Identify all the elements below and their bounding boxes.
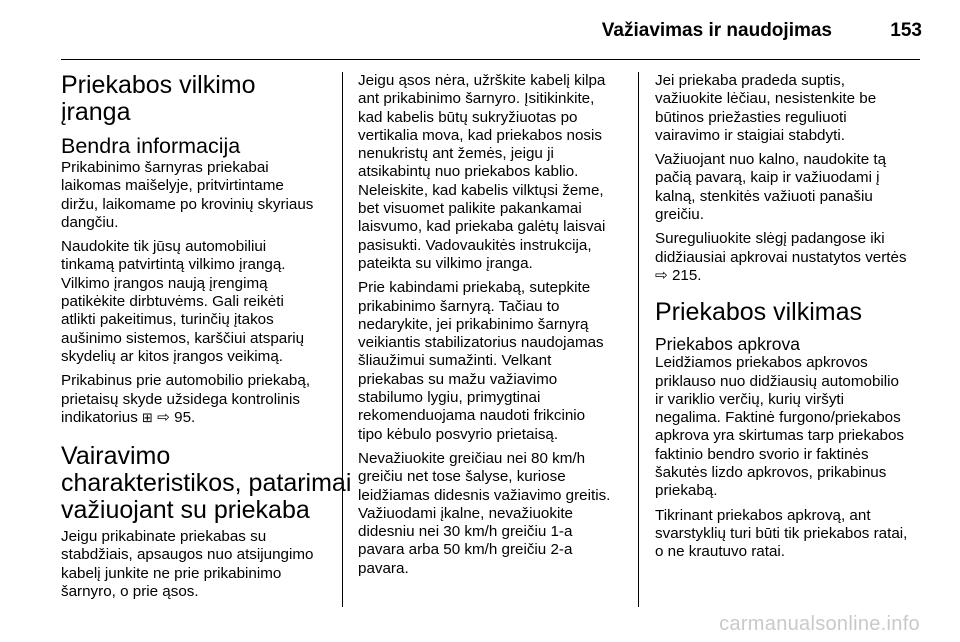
column-1 xyxy=(61,71,352,607)
paragraph: Naudokite tik jūsų automobiliui tinkamą patvirtintą vilkimo įrangą. Vilkimo įrangos naują įrengimą patikėkite dirbtuvėms. Gali reikėti atlikti pakeitimus, turinčių įtakos aušinimo sistemos, karščiui atsparių skydelių ar kitos įrangos veikimą. xyxy=(61,238,305,365)
paragraph: Tikrinant priekabos apkrovą, ant svarstyklių turi būti tik priekabos ratai, o ne krautuvo ratai. xyxy=(655,506,908,561)
paragraph: Prikabinimo šarnyras priekabai laikomas maišelyje, pritvirtintame diržu, laikomame po krovinių skyriaus dangčiu. xyxy=(61,159,314,231)
heading-trailer-towing: Priekabos vilkimas xyxy=(655,298,863,327)
paragraph: Prie kabindami priekabą, sutepkite prikabinimo šarnyrą. Tačiau to nedarykite, jei prikabinimo šarnyrą veikiantis stabilizatorius naudojamas šliaužimui sumažinti. Velkant priekabas su mažu važiavimo stabilumo lygiu, primygtinai rekomenduojama naudoti frikcinio tipo kėbulo posvyrio prietaisą. xyxy=(358,279,604,443)
paragraph: Nevažiuokite greičiau nei 80 km/h greičiu net tose šalyse, kuriose leidžiamas didesnis važiavimo greitis. Važiuodami įkalne, nevažiuokite didesniu nei 30 km/h greičiu 1-a pavara arba 50 km/h greičiu 2-a pavara. xyxy=(358,449,611,577)
paragraph: Jei priekaba pradeda suptis, važiuokite lėčiau, nesistenkite be būtinos priežasties reguliuoti vairavimo ir staigiai stabdyti. xyxy=(655,72,877,144)
paragraph: Jeigu ąsos nėra, užrškite kabelį kilpa ant prikabinimo šarnyro. Įsitikinkite, kad kabelis būtų sukryžiuotas po vertikalia mova, kad priekabos nosis nenukristų ant žemės, jeigu ji atsikabintų nuo priekabos kablio. Neleiskite, kad kabelis vilktųsi žeme, bet visuomet palikite pakankamai laisvumo, kad priekaba galėtų laisvai pasisukti. Vadovaukitės instrukcija, pateikta su vilkimo įranga. xyxy=(358,72,606,272)
paragraph: Leidžiamos priekabos apkrovos priklauso nuo didžiausių automobilio ir variklio verčių, kurių viršyti negalima. Faktinė furgono/priekabos apkrova yra skirtumas tarp priekabos faktinio bendro svorio ir faktinės šakutės lizdo apkrovos, prikabinus priekabą. xyxy=(655,354,905,500)
column-3 xyxy=(655,72,927,568)
paragraph: Jeigu prikabinate priekabas su stabdžiais, apsaugos nuo atsijungimo kabelį junkite ne prie prikabinimo šarnyro, o prie ąsos. xyxy=(61,528,314,601)
column-divider-2 xyxy=(638,72,639,607)
trailer-indicator-icon: ⊞ xyxy=(142,409,153,425)
section-title: Važiavimas ir naudojimas xyxy=(601,20,832,41)
paragraph: Prikabinus prie automobilio priekabą, prietaisų skyde užsidega kontrolinis indikatorius ⊞ ⇨ 95. xyxy=(61,372,311,426)
page-number: 153 xyxy=(890,20,922,41)
heading-general-info: Bendra informacija xyxy=(61,134,241,158)
paragraph: Važiuojant nuo kalno, naudokite tą pačią pavarą, kaip ir važiuodami į kalną, stenkitės važiuoti panašiu greičiu. xyxy=(655,151,887,224)
column-2 xyxy=(358,72,630,584)
watermark: carmanualsonline.info xyxy=(719,613,920,635)
header-divider xyxy=(61,59,920,60)
heading-driving-characteristics: Vairavimo charakteristikos, patarimai važiuojant su priekaba xyxy=(61,442,352,525)
column-divider-1 xyxy=(342,72,343,607)
paragraph: Sureguliuokite slėgį padangose iki didžiausiai apkrovai nustatytos vertės ⇨ 215. xyxy=(655,230,927,285)
heading-trailer-load: Priekabos apkrova xyxy=(655,334,800,355)
page-reference: ⇨ 95. xyxy=(152,408,196,426)
heading-towing-equipment: Priekabos vilkimo įranga xyxy=(61,71,256,126)
page-reference: ⇨ 215. xyxy=(655,266,702,284)
